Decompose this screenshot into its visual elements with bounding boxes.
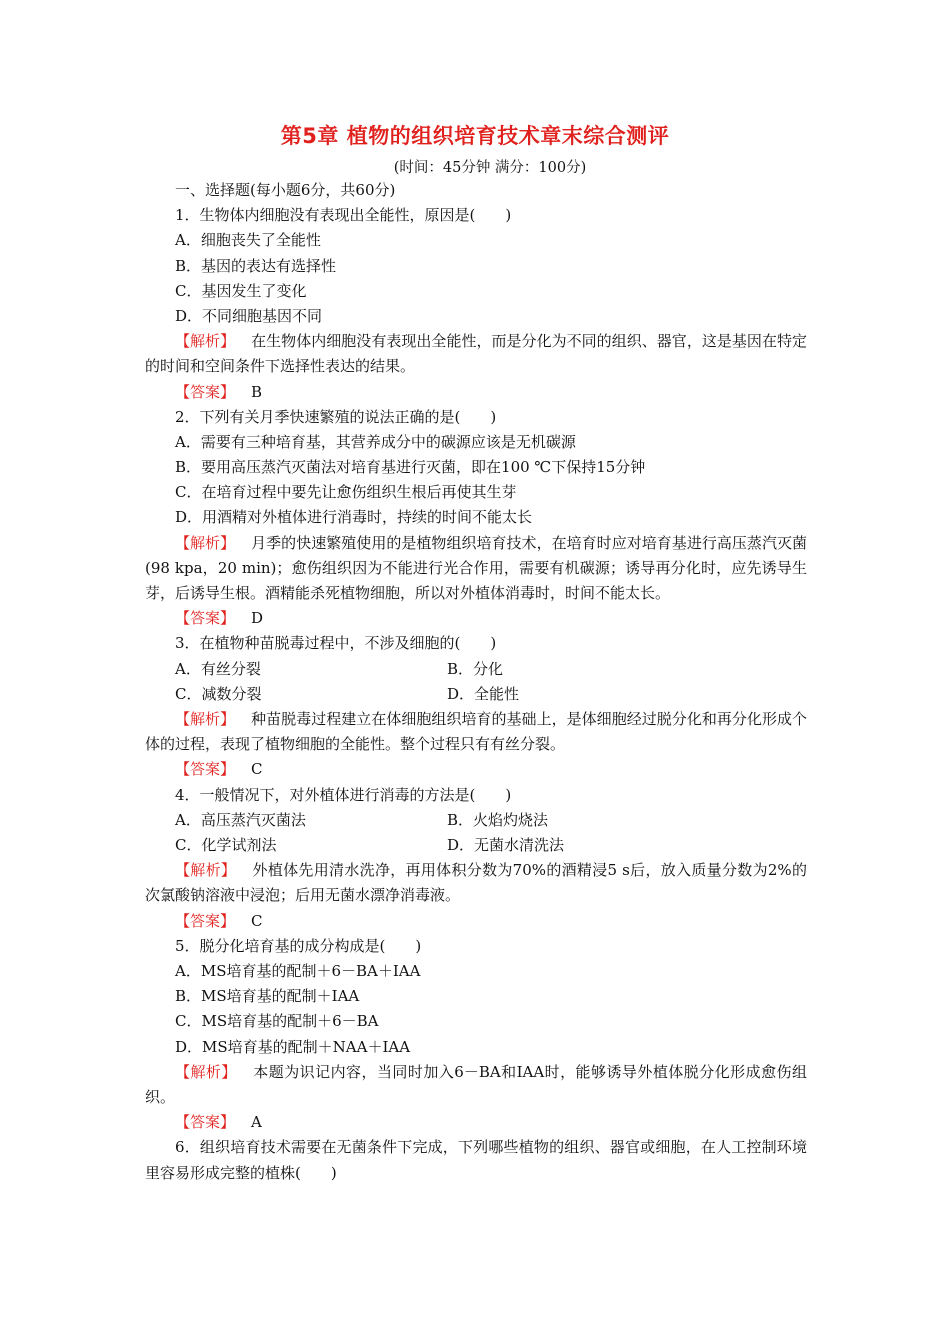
option: D．不同细胞基因不同 [175, 306, 323, 325]
analysis-tag: 【解析】 [175, 533, 236, 552]
option: A．MS培育基的配制＋6－BA＋IAA [175, 961, 421, 980]
option: B．火焰灼烧法 [447, 810, 549, 829]
analysis-text: 月季的快速繁殖使用的是植物组织培育技术，在培育时应对培育基进行高压蒸汽灭菌(98 kpa，20 min)；愈伤组织因为不能进行光合作用，需要有机碳源；诱导再分化时，应先诱导生芽，后诱导生根。酒精能杀死植物细胞，所以对外植体消毒时，时间不能太长。 [145, 533, 807, 603]
document-body [145, 178, 807, 1186]
answer-value: A [251, 1113, 262, 1132]
analysis-tag: 【解析】 [175, 332, 236, 351]
option-row [145, 682, 807, 707]
analysis-paragraph [145, 858, 807, 908]
time-score-info: (时间：45分钟 满分：100分) [393, 160, 587, 176]
analysis-text: 种苗脱毒过程建立在体细胞组织培育的基础上，是体细胞经过脱分化和再分化形成个体的过程，表现了植物细胞的全能性。整个过程只有有丝分裂。 [145, 710, 807, 754]
answer-tag: 【答案】 [175, 760, 236, 779]
option: D．用酒精对外植体进行消毒时，持续的时间不能太长 [175, 508, 533, 527]
answer-line [145, 606, 807, 631]
option: B．MS培育基的配制＋IAA [175, 987, 360, 1006]
option: C．减数分裂 [175, 684, 262, 703]
answer-tag: 【答案】 [175, 609, 236, 628]
option: B．要用高压蒸汽灭菌法对培育基进行灭菌，即在100 ℃下保持15分钟 [175, 458, 646, 477]
page-title: 第5章 植物的组织培育技术章末综合测评 [280, 124, 670, 148]
analysis-tag: 【解析】 [175, 710, 236, 729]
analysis-text: 外植体先用清水洗净，再用体积分数为70%的酒精浸5 s后，放入质量分数为2%的次氯酸钠溶液中浸泡；后用无菌水漂净消毒液。 [145, 861, 807, 905]
answer-value: B [251, 382, 263, 401]
option-row [145, 808, 807, 833]
analysis-text: 在生物体内细胞没有表现出全能性，而是分化为不同的组织、器官，这是基因在特定的时间和空间条件下选择性表达的结果。 [145, 332, 807, 376]
answer-line [145, 380, 807, 405]
analysis-paragraph [145, 329, 807, 379]
option-row [145, 833, 807, 858]
option: D．全能性 [447, 684, 520, 703]
answer-line [145, 757, 807, 782]
option: B．基因的表达有选择性 [175, 256, 337, 275]
question-stem: 1．生物体内细胞没有表现出全能性，原因是( ) [175, 206, 512, 225]
analysis-tag: 【解析】 [175, 1062, 237, 1081]
option: C．在培育过程中要先让愈伤组织生根后再使其生芽 [175, 483, 517, 502]
option: C．化学试剂法 [175, 835, 277, 854]
option: A．需要有三种培育基，其营养成分中的碳源应该是无机碳源 [175, 432, 576, 451]
analysis-paragraph [145, 531, 807, 607]
answer-tag: 【答案】 [175, 1113, 236, 1132]
section-heading: 一、选择题(每小题6分，共60分) [175, 181, 396, 199]
option: D．无菌水清洗法 [447, 835, 565, 854]
option: A．有丝分裂 [175, 659, 261, 678]
option-row [145, 657, 807, 682]
option: A．细胞丧失了全能性 [175, 231, 321, 250]
option: C．基因发生了变化 [175, 281, 307, 300]
question-stem: 5．脱分化培育基的成分构成是( ) [175, 936, 422, 955]
answer-value: C [251, 911, 263, 930]
answer-tag: 【答案】 [175, 911, 236, 930]
answer-line [145, 1110, 807, 1135]
option: B．分化 [447, 659, 504, 678]
answer-line [145, 909, 807, 934]
answer-tag: 【答案】 [175, 382, 236, 401]
question-stem: 4．一般情况下，对外植体进行消毒的方法是( ) [175, 785, 512, 804]
analysis-paragraph [145, 707, 807, 757]
option: D．MS培育基的配制＋NAA＋IAA [175, 1037, 411, 1056]
question-stem: 6．组织培育技术需要在无菌条件下完成，下列哪些植物的组织、器官或细胞，在人工控制环境里容易形成完整的植株( ) [145, 1138, 807, 1182]
question-stem: 3．在植物种苗脱毒过程中，不涉及细胞的( ) [175, 634, 497, 653]
question-stem: 2．下列有关月季快速繁殖的说法正确的是( ) [175, 407, 497, 426]
analysis-paragraph [145, 1060, 807, 1110]
option: C．MS培育基的配制＋6－BA [175, 1012, 379, 1031]
option: A．高压蒸汽灭菌法 [175, 810, 306, 829]
answer-value: D [251, 609, 264, 628]
analysis-tag: 【解析】 [175, 861, 237, 880]
analysis-text: 本题为识记内容，当同时加入6－BA和IAA时，能够诱导外植体脱分化形成愈伤组织。 [145, 1062, 807, 1106]
answer-value: C [251, 760, 263, 779]
